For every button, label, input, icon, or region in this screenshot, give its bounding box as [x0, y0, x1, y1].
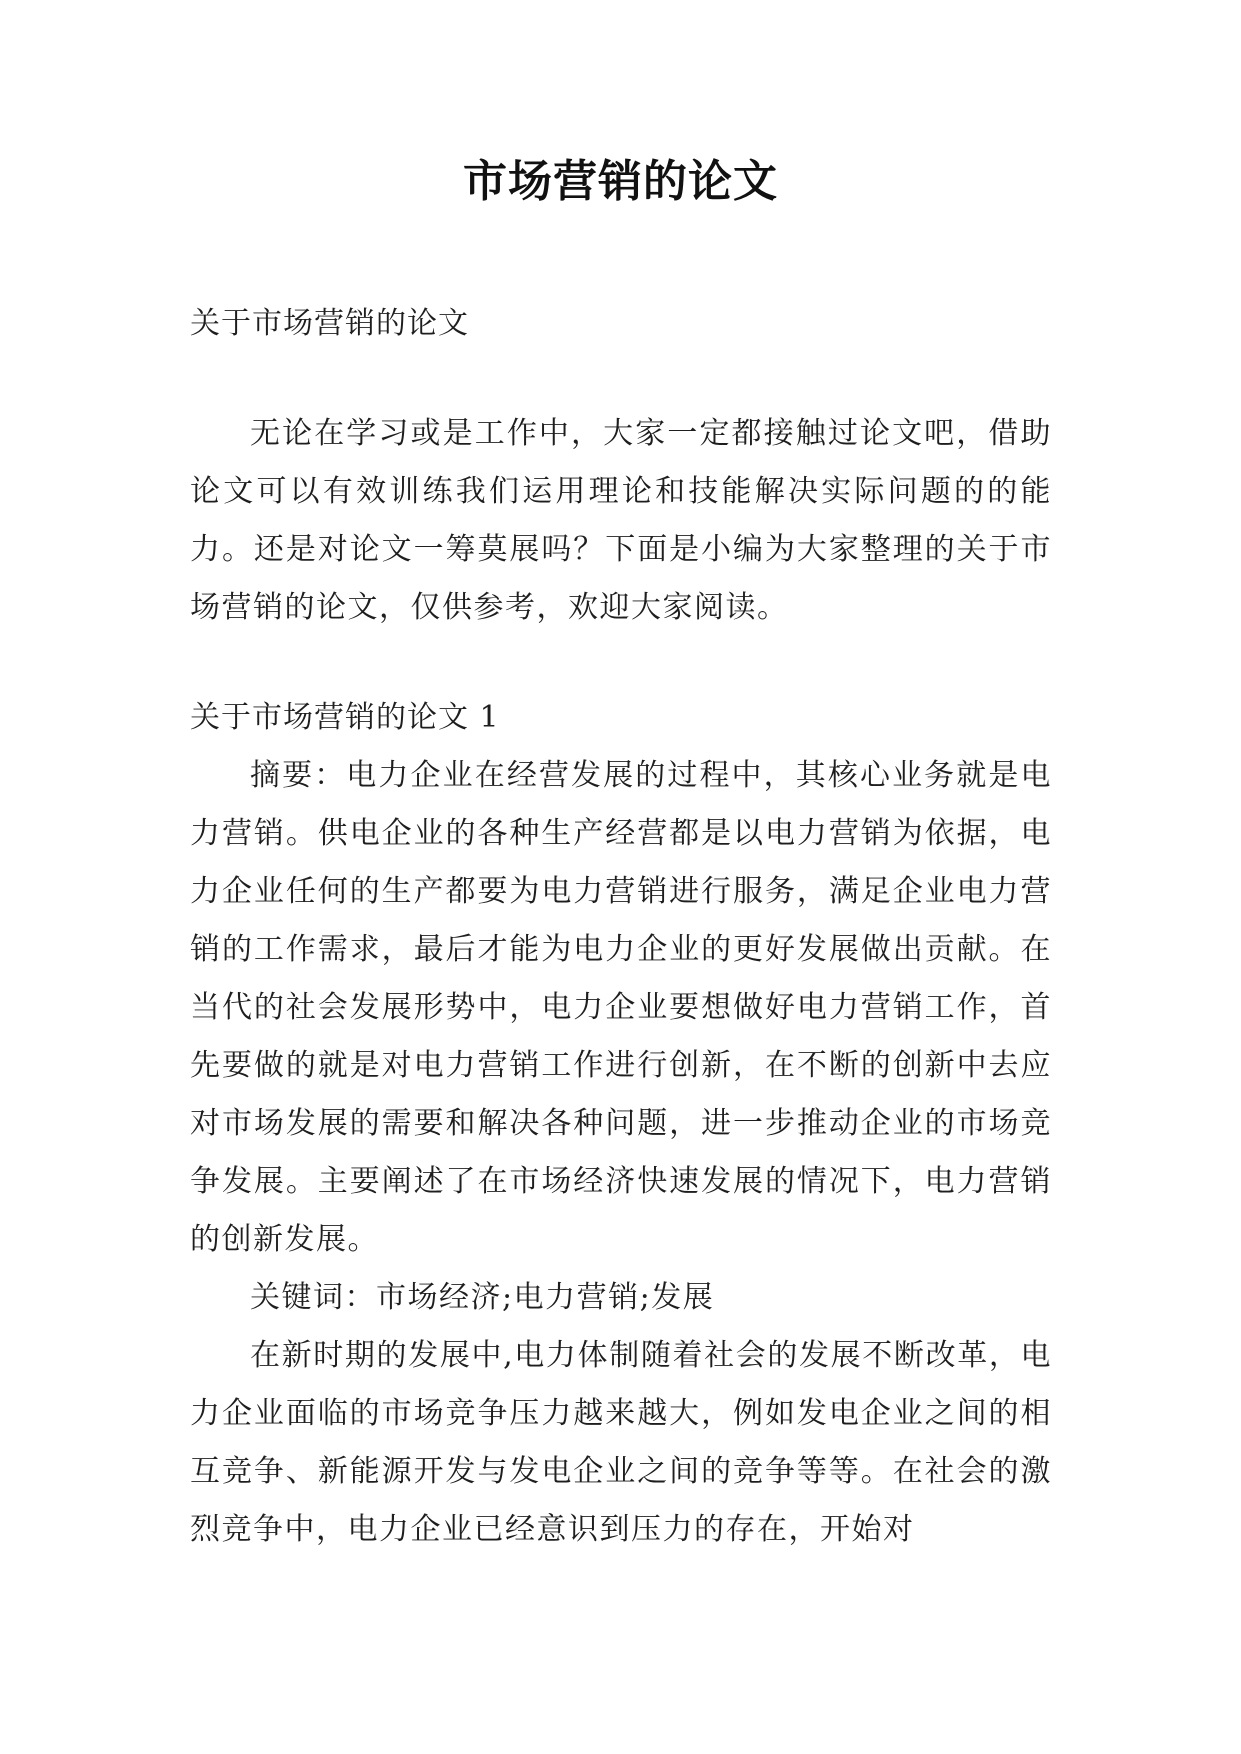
- keywords-paragraph: 关键词：市场经济;电力营销;发展: [250, 1280, 715, 1315]
- document-body: [190, 295, 1052, 1559]
- document-title: 市场营销的论文: [463, 156, 778, 207]
- spacer: [190, 353, 1052, 405]
- document-subtitle: 关于市场营销的论文: [190, 306, 469, 341]
- abstract-paragraph: 摘要：电力企业在经营发展的过程中，其核心业务就是电力营销。供电企业的各种生产经营都是以电力营销为依据，电力企业任何的生产都要为电力营销进行服务，满足企业电力营销的工作需求，最后才能为电力企业的更好发展做出贡献。在当代的社会发展形势中，电力企业要想做好电力营销工作，首先要做的就是对电力营销工作进行创新，在不断的创新中去应对市场发展的需要和解决各种问题，进一步推动企业的市场竞争发展。主要阐述了在市场经济快速发展的情况下，电力营销的创新发展。: [190, 758, 1052, 1257]
- spacer: [190, 637, 1052, 689]
- section-heading: 关于市场营销的论文 1: [190, 700, 500, 735]
- intro-paragraph: 无论在学习或是工作中，大家一定都接触过论文吧，借助论文可以有效训练我们运用理论和技能解决实际问题的的能力。还是对论文一筹莫展吗？下面是小编为大家整理的关于市场营销的论文，仅供参考，欢迎大家阅读。: [190, 416, 1052, 625]
- body-paragraph: 在新时期的发展中,电力体制随着社会的发展不断改革，电力企业面临的市场竞争压力越来越大，例如发电企业之间的相互竞争、新能源开发与发电企业之间的竞争等等。在社会的激烈竞争中，电力企业已经意识到压力的存在，开始对: [190, 1338, 1052, 1547]
